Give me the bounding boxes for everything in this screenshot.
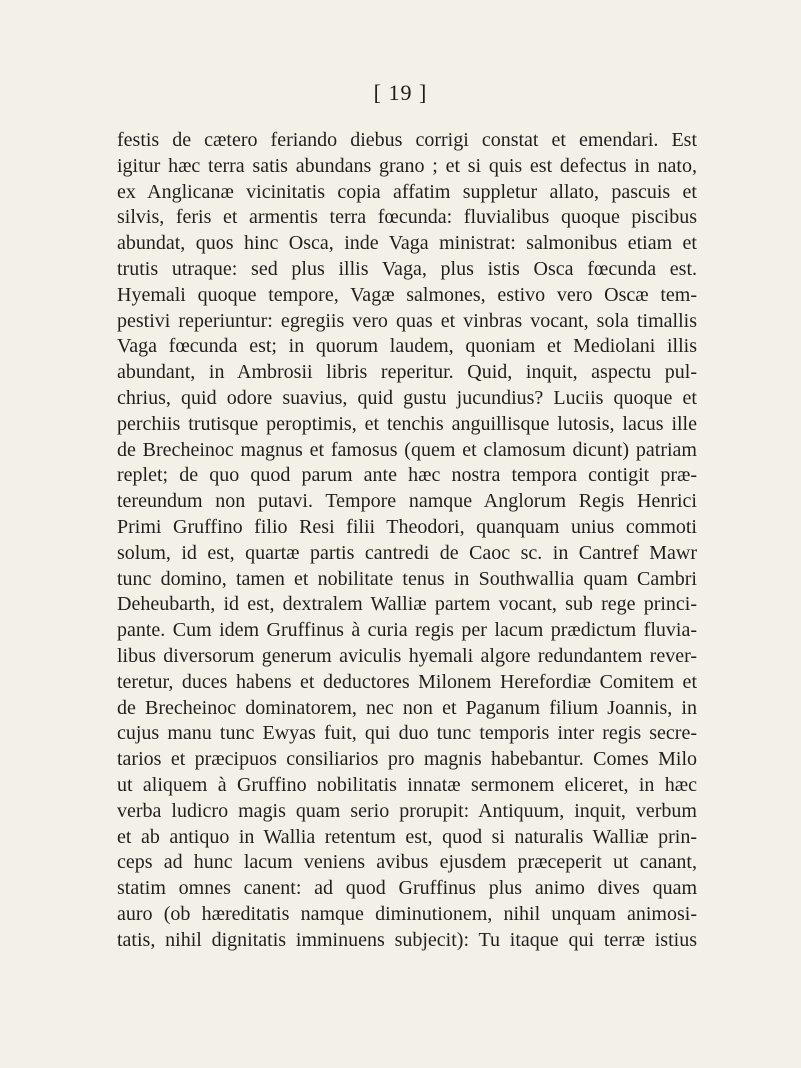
text-line: Deheubarth, id est, dextralem Walliæ partem vocant, sub rege princi- — [117, 593, 697, 616]
text-line: cujus manu tunc Ewyas fuit, qui duo tunc temporis inter regis secre- — [117, 722, 697, 745]
text-line: de Brecheinoc dominatorem, nec non et Paganum filium Joannis, in — [117, 696, 697, 719]
text-line: de Brecheinoc magnus et famosus (quem et clamosum dicunt) patriam — [117, 438, 697, 461]
text-line: tatis, nihil dignitatis imminuens subjecit): Tu itaque qui terræ istius — [117, 928, 697, 951]
page-number: [ 19 ] — [373, 80, 428, 105]
text-line: et ab antiquo in Wallia retentum est, quod si naturalis Walliæ prin- — [117, 825, 697, 848]
text-line: chrius, quid odore suavius, quid gustu jucundius? Luciis quoque et — [117, 386, 697, 409]
body-text — [117, 128, 697, 954]
text-line: auro (ob hæreditatis namque diminutionem, nihil unquam animosi- — [117, 902, 697, 925]
text-line: ceps ad hunc lacum veniens avibus ejusdem præceperit ut canant, — [117, 851, 697, 874]
text-line: abundant, in Ambrosii libris reperitur. Quid, inquit, aspectu pul- — [117, 361, 697, 384]
text-line: teretur, duces habens et deductores Milonem Herefordiæ Comitem et — [117, 670, 697, 693]
text-line: abundat, quos hinc Osca, inde Vaga ministrat: salmonibus etiam et — [117, 232, 697, 255]
text-line: perchiis trutisque peroptimis, et tenchis anguillisque lutosis, lacus ille — [117, 412, 697, 435]
text-line: libus diversorum generum aviculis hyemali algore redundantem rever- — [117, 644, 697, 667]
text-line: festis de cætero feriando diebus corrigi constat et emendari. Est — [117, 129, 697, 151]
text-line: tunc domino, tamen et nobilitate tenus in Southwallia quam Cambri — [117, 567, 697, 590]
text-line: Hyemali quoque tempore, Vagæ salmones, estivo vero Oscæ tem- — [117, 283, 697, 306]
text-line: igitur hæc terra satis abundans grano ; et si quis est defectus in nato, — [117, 154, 697, 177]
text-line: ut aliquem à Gruffino nobilitatis innatæ sermonem eliceret, in hæc — [117, 773, 697, 796]
text-line: replet; de quo quod parum ante hæc nostra tempora contigit præ- — [117, 464, 697, 487]
text-line: pestivi reperiuntur: egregiis vero quas et vinbras vocant, sola timallis — [117, 309, 697, 332]
text-line: verba ludicro magis quam serio prorupit: Antiquum, inquit, verbum — [117, 799, 697, 822]
text-line: Vaga fœcunda est; in quorum laudem, quoniam et Mediolani illis — [117, 335, 697, 358]
text-line: ex Anglicanæ vicinitatis copia affatim suppletur allato, pascuis et — [117, 180, 697, 203]
text-line: Primi Gruffino filio Resi filii Theodori, quanquam unius commoti — [117, 515, 697, 538]
text-line: tarios et præcipuos consiliarios pro magnis habebantur. Comes Milo — [117, 748, 697, 771]
text-line: tereundum non putavi. Tempore namque Anglorum Regis Henrici — [117, 490, 697, 513]
text-line: silvis, feris et armentis terra fœcunda: fluvialibus quoque piscibus — [117, 206, 697, 229]
text-line: statim omnes canent: ad quod Gruffinus plus animo dives quam — [117, 877, 697, 900]
text-line: trutis utraque: sed plus illis Vaga, plus istis Osca fœcunda est. — [117, 257, 697, 280]
text-line: pante. Cum idem Gruffinus à curia regis per lacum prædictum fluvia- — [117, 619, 697, 642]
text-line: solum, id est, quartæ partis cantredi de Caoc sc. in Cantref Mawr — [117, 541, 697, 564]
